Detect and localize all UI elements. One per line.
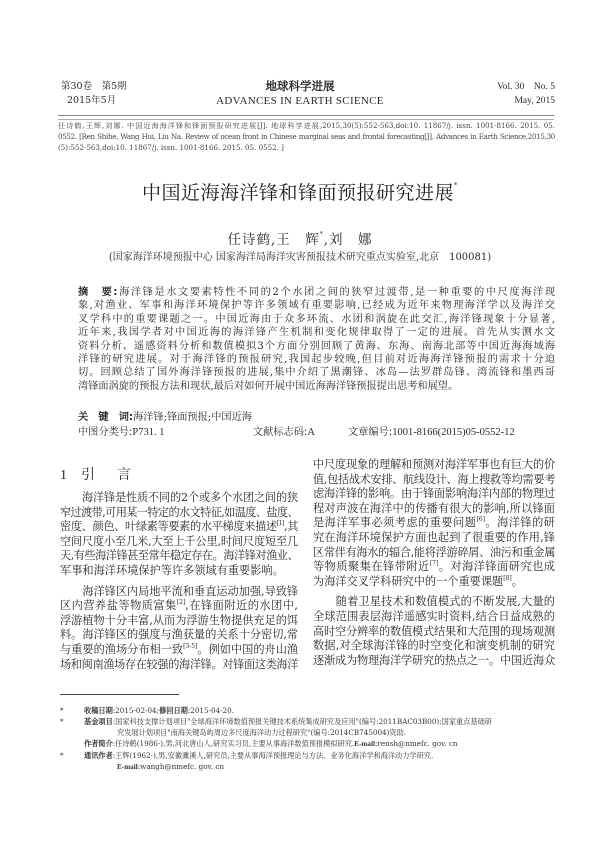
citation-block: [58, 120, 555, 153]
corresponding-bio: :王辉(1962-),男,安徽濉溪人,研究员,主要从事海洋预报理论与方法、业务化海洋学和海洋动力学研究.: [112, 751, 434, 760]
email-label: E-mail: [354, 740, 375, 748]
reference-marker[interactable]: [3-5]: [183, 642, 198, 650]
body-line: [60, 491, 298, 506]
author-bio: :任诗鹤(1986-),男,河北唐山人,研究实习员,主要从事海洋数值预报模拟研究.: [112, 739, 355, 748]
corresponding-email-row: [60, 761, 560, 773]
body-text: 军事和海洋环境保护等许多领域有重要影响。: [60, 563, 284, 577]
body-text: ,其: [284, 520, 298, 534]
title-text: 中国近海海洋锋和锋面预报研究进展: [141, 182, 454, 204]
body-text: 虑海洋锋的影响。由于锋面影响海洋内部的物理过: [313, 487, 555, 501]
citation-line: 0552. [Ren Shihe, Wang Hui, Liu Na. Review of ocean front in Chinese marginal seas and frontal forecasting[J]. Advances in Earth Science,2015,30: [58, 132, 555, 141]
reference-marker[interactable]: [6]: [476, 516, 485, 524]
title-footnote-mark: *: [454, 181, 458, 189]
doc-code-label: 文献标志码:: [253, 427, 308, 438]
author-bio-label: 作者简介: [84, 739, 113, 748]
body-text: 究在海洋环境保护方面也起到了很重要的作用,锋: [313, 530, 555, 544]
footnote-author: [60, 738, 560, 750]
body-text: 海洋锋区内局地平流和垂直运动加强,导致锋: [60, 584, 298, 598]
footnote-mark: *: [60, 717, 64, 726]
journal-name-en: ADVANCES IN EARTH SCIENCE: [216, 95, 384, 107]
received-date: :2015-02-04;: [112, 706, 160, 715]
footnote-mark: *: [60, 706, 64, 715]
fund-label: 基金项目: [84, 717, 113, 726]
revised-label: 修回日期: [159, 706, 188, 715]
abstract-line: 湾锋面涡旋的预报方法和现状,最后对如何开展中国近海海洋锋预报提出思考和展望。: [78, 380, 459, 392]
corresponding-mark: *: [319, 231, 324, 238]
abstract: [78, 286, 555, 393]
body-line: [313, 595, 555, 610]
body-line: [60, 643, 298, 658]
reference-marker[interactable]: [1]: [276, 520, 284, 528]
body-text: 天,有些海洋锋甚至常年稳定存在。海洋锋对渔业、: [60, 549, 298, 563]
corresponding-label: 通讯作者: [84, 751, 113, 760]
section-heading: [60, 466, 135, 485]
body-line: [313, 639, 555, 654]
body-text: 高时空分辨率的数值模式结果和大范围的现场观测: [313, 624, 555, 638]
footnote-rule: [60, 694, 179, 695]
volume-issue-en: Vol. 30 No. 5: [497, 82, 555, 92]
body-text: 逐渐成为物理海洋学研究的热点之一。中国近海众: [313, 653, 555, 667]
body-line: [313, 502, 555, 517]
abstract-line: 洋锋的研究进展。对于海洋锋的预报研究,我国起步较晚,但目前对近海海洋锋预报的需求十分迫: [78, 354, 555, 366]
body-line: [313, 546, 555, 561]
reference-marker[interactable]: [2]: [176, 599, 186, 607]
body-text: 浮游植物十分丰富,从而为浮游生物提供充足的饵: [60, 613, 298, 627]
body-text: 窄过渡带,可用某一特定的水文特征,如温度、盐度、: [60, 505, 298, 519]
issue-info-en: [497, 80, 555, 108]
body-line: [313, 487, 555, 502]
body-text: 数据,对全球海洋锋的时空变化和演变机制的研究: [313, 639, 555, 653]
abstract-line: 近年来,我国学者对中国近海的海洋锋产生机制和变化规律取得了一定的进展。首先从实测水文: [78, 327, 555, 339]
clc-value: P731. 1: [132, 427, 165, 438]
body-line: [60, 549, 298, 564]
email-label: E-mail: [117, 763, 138, 771]
paper-title: [0, 181, 600, 205]
body-line: [313, 458, 555, 473]
author-email: :rensh@nmefc. gov. cn: [374, 739, 458, 748]
body-text: 区内营养盐等物质富集: [60, 599, 177, 613]
body-text: 空间尺度小至几米,大至上千公里,时间尺度短至几: [60, 534, 298, 548]
corresponding-email: :wangh@nmefc. gov. cn: [137, 762, 224, 771]
body-line: [313, 654, 555, 669]
body-text: 全球范围表层海洋遥感实时资料,结合日益成熟的: [313, 609, 555, 623]
abstract-line: 叉学科中的重要课题之一。中国近海由于众多环流、水团和涡旋在此交汇,海洋锋现象十分显著,: [78, 313, 555, 325]
abstract-line: 象,对渔业、军事和海洋环境保护等许多领域有重要影响,已经成为近年来物理海洋学以及海洋交: [78, 300, 555, 312]
abstract-label: 摘 要:: [78, 287, 118, 298]
author-names: ,刘 娜: [323, 232, 373, 248]
body-text: 区常伴有海水的辐合,能将浮游碎屑、油污和重金属: [313, 545, 555, 559]
abstract-line: 资料分析、遥感资料分析和数值模拟3个方面分别回顾了黄海、东海、南海北部等中国近海海域海: [78, 340, 555, 352]
volume-issue: 第30卷 第5期: [61, 81, 127, 92]
right-column: [313, 458, 555, 668]
body-line: [60, 599, 298, 614]
article-no-label: 文章编号:: [348, 427, 393, 438]
body-text: 场和闽南渔场存在较强的海洋锋。对锋面这类海洋: [60, 657, 298, 671]
issue-date: 2015年5月: [67, 95, 117, 106]
body-line: [313, 473, 555, 488]
classification: [78, 426, 558, 440]
body-line: [60, 535, 298, 550]
body-text: 。例如中国的舟山渔: [197, 642, 298, 656]
footnotes: [60, 705, 560, 773]
body-text: ,在锋面附近的水团中,: [185, 599, 298, 613]
body-line: [60, 628, 298, 643]
section-title: 引 言: [81, 467, 135, 483]
body-text: 。海洋锋的研: [484, 516, 555, 530]
body-text: 程对声波在海洋中的传播有很大的影响,所以锋面: [313, 501, 555, 515]
body-text: 随着卫星技术和数值模式的不断发展,大量的: [313, 595, 555, 609]
body-text: 海洋锋是性质不同的2个或多个水团之间的狭: [60, 491, 298, 504]
body-text: 。: [511, 574, 523, 588]
body-line: [60, 585, 298, 600]
body-line: [60, 614, 298, 629]
article-no-value: 1001-8166(2015)05-0552-12: [392, 427, 515, 438]
journal-name: [180, 79, 420, 108]
authors: [0, 231, 600, 249]
issue-date-en: May, 2015: [514, 96, 555, 106]
author-names: 任诗鹤,王 辉: [227, 232, 320, 248]
keywords-label: 关 键 词:: [78, 412, 134, 423]
body-text: 为海洋交叉学科研究中的一个重要课题: [313, 574, 504, 588]
left-column: [60, 491, 298, 672]
footnote-mark: *: [60, 751, 64, 760]
abstract-line: 切。回顾总结了国外海洋锋预报的进展,集中介绍了黑潮锋、冰岛—法罗群岛锋、湾流锋和墨西哥: [78, 367, 555, 379]
body-text: 与重要的渔场分布相一致: [60, 642, 184, 656]
affiliation: (国家海洋环境预报中心 国家海洋局海洋灾害预报技术研究重点实验室,北京 100081): [108, 252, 492, 263]
body-text: 。对海洋锋面研究也成: [438, 560, 555, 574]
issue-info: [61, 80, 127, 108]
citation-line: (5):552-563,doi:10. 11867/j. issn. 1001-8166. 2015. 05. 0552. ]: [58, 143, 284, 152]
received-label: 收稿日期: [84, 706, 113, 715]
fund-text: :国家科技支撑计划项目"全球海洋环境数值预报关键技术系统集成研究及应用"(编号:2011BAC03B00);国家重点基础研: [112, 717, 492, 726]
body-text: 密度、颜色、叶绿素等要素的水平梯度来描述: [60, 520, 277, 534]
body-text: 中尺度现象的理解和预测对海洋军事也有巨大的价: [313, 458, 555, 471]
clc-label: 中图分类号:: [78, 427, 133, 438]
reference-marker[interactable]: [7]: [429, 560, 439, 568]
body-line: [60, 658, 298, 673]
reference-marker[interactable]: [8]: [503, 574, 512, 582]
journal-name-cn: 地球科学进展: [265, 79, 335, 93]
body-line: [313, 560, 555, 575]
footnote-dates: [60, 705, 560, 716]
body-text: 是海洋军事必须考虑的重要问题: [313, 516, 477, 530]
footnote-fund: [60, 716, 560, 727]
body-line: [60, 506, 298, 521]
body-line: [313, 610, 555, 625]
revised-date: :2015-04-20.: [187, 706, 234, 715]
body-line: [313, 575, 555, 590]
body-text: 值,包括战术安排、航线设计、海上搜救等均需要考: [313, 472, 555, 486]
body-line: [313, 516, 555, 531]
doc-code-value: A: [307, 427, 315, 438]
body-line: [313, 531, 555, 546]
abstract-line: 海洋锋是水文要素特性不同的2个水团之间的狭窄过渡带,是一种重要的中尺度海洋现: [117, 287, 555, 298]
body-line: [313, 625, 555, 640]
body-text: 等物质聚集在锋带附近: [313, 560, 430, 574]
footnote-corresponding: [60, 750, 560, 761]
section-number: 1: [60, 468, 71, 483]
fund-text: 究发展计划项目"南海关键岛屿周边多尺度海洋动力过程研究"(编号:2014CB745004)资助.: [117, 728, 407, 737]
body-text: 料。海洋锋区的强度与渔获量的关系十分密切,常: [60, 628, 298, 642]
keywords: [78, 411, 252, 425]
body-line: [60, 520, 298, 535]
keywords-value: 海洋锋;锋面预报;中国近海: [133, 412, 252, 423]
citation-line: 任诗鹤,王辉,刘娜. 中国近海海洋锋和锋面预报研究进展[J]. 地球科学进展,2015,30(5):552-563,doi:10. 11867/j. issn. 1001-8166. 2015. 05.: [58, 121, 555, 130]
body-line: [60, 564, 298, 579]
